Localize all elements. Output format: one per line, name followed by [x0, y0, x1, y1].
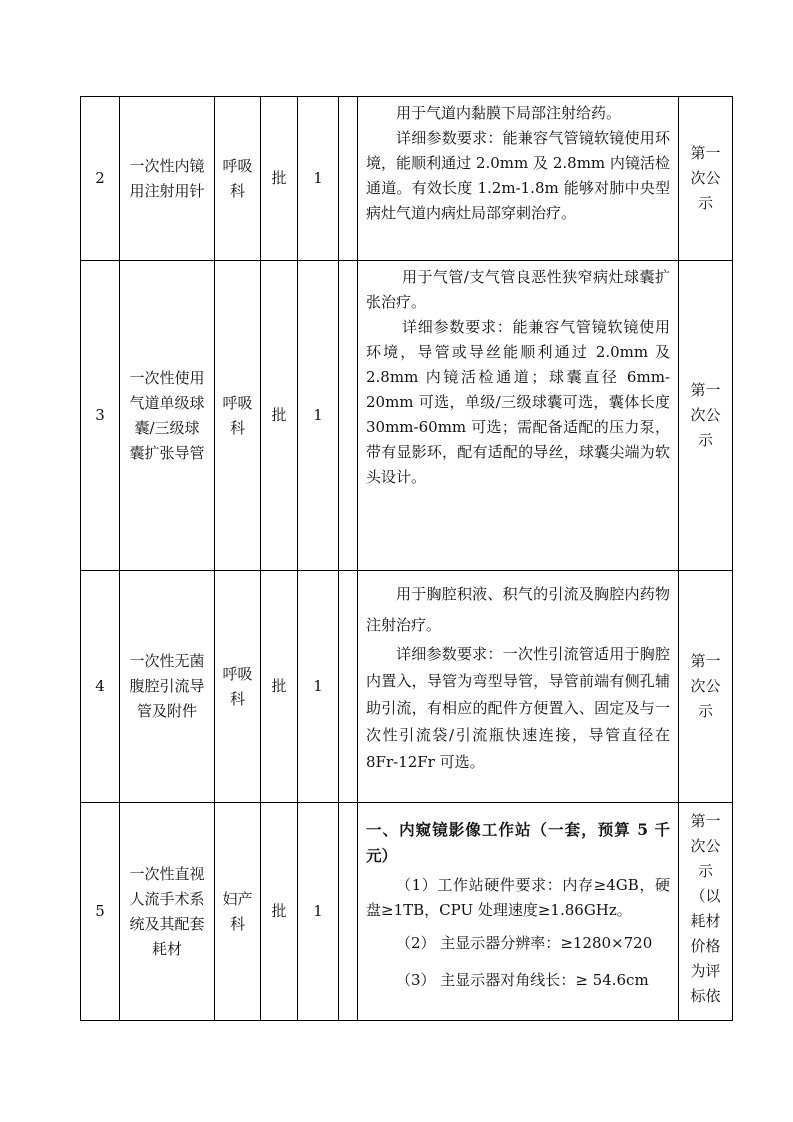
item-name-line: 一次性直视 [129, 864, 205, 883]
item-name [120, 803, 215, 1021]
department-line: 呼吸 [222, 156, 253, 175]
remark [679, 261, 733, 571]
item-name-line: 一次性内镜 [129, 156, 205, 175]
procurement-table [80, 96, 733, 1021]
remark-line: 示 [697, 431, 713, 449]
requirements [358, 97, 679, 261]
purpose-text: 用于气道内黏膜下局部注射给药。 [396, 104, 622, 122]
spacer-cell [339, 261, 358, 571]
quantity: 1 [298, 261, 339, 571]
section-heading: 一、内窥镜影像工作站（一套，预算 5 千元） [366, 820, 670, 865]
detail-text: 详细参数要求：能兼容气管镜软镜使用环境，能顺利通过 2.0mm 及 2.8mm 内镜活检通道。有效长度 1.2m-1.8m 能够对肺中央型病灶气道内病灶局部穿刺治疗。 [366, 129, 670, 222]
remark [679, 803, 733, 1021]
spec-item: （3） 主显示器对角线长：≥ 54.6cm [396, 971, 649, 989]
unit: 批 [261, 97, 298, 261]
requirements [358, 803, 679, 1021]
spec-item: （2） 主显示器分辨率：≥1280×720 [396, 934, 653, 952]
requirements [358, 261, 679, 571]
row-number: 3 [81, 261, 120, 571]
department-line: 科 [229, 181, 245, 200]
department-line: 呼吸 [222, 393, 253, 412]
row-number: 4 [81, 571, 120, 803]
requirements [358, 571, 679, 803]
item-name [120, 571, 215, 803]
remark-line: 价格 [690, 937, 721, 955]
item-name-line: 统及其配套 [129, 914, 205, 933]
purpose-text: 用于气管/支气管良恶性狭窄病灶球囊扩张治疗。 [366, 268, 670, 311]
remark-line: 示 [697, 862, 713, 880]
table-row [81, 261, 733, 571]
item-name-line: 管及附件 [136, 702, 197, 720]
spec-item: （1）工作站硬件要求：内存≥4GB，硬盘≥1TB，CPU 处理速度≥1.86GHz。 [366, 876, 670, 919]
department-line: 科 [229, 689, 245, 708]
spacer-cell [339, 803, 358, 1021]
remark-line: 次公 [690, 406, 721, 424]
department [215, 571, 261, 803]
item-name-line: 气道单级球 [129, 393, 205, 412]
department-line: 呼吸 [222, 664, 253, 683]
quantity: 1 [298, 571, 339, 803]
remark-line: 第一 [690, 144, 721, 162]
unit: 批 [261, 803, 298, 1021]
row-number: 5 [81, 803, 120, 1021]
row-number: 2 [81, 97, 120, 261]
detail-text: 详细参数要求：能兼容气管镜软镜使用环境，导管或导丝能顺利通过 2.0mm 及 2.8mm 内镜活检通道；球囊直径 6mm-20mm 可选，单级/三级球囊可选，囊体长度 30mm-60mm 可选；需配备适配的压力泵，带有显影环，配有适配的导丝，球囊尖端为软头设计。 [366, 318, 670, 486]
remark-line: 示 [697, 194, 713, 212]
item-name-line: 囊/三级球 [134, 418, 200, 437]
remark-line: 示 [697, 702, 713, 720]
table-row [81, 571, 733, 803]
department-line: 妇产 [222, 889, 253, 908]
department-line: 科 [229, 914, 245, 933]
remark-line: 第一 [690, 381, 721, 399]
remark [679, 571, 733, 803]
item-name-line: 耗材 [151, 939, 182, 958]
item-name-line: 囊扩张导管 [129, 443, 205, 462]
remark-line: （以 [690, 887, 721, 905]
department-line: 科 [229, 418, 245, 437]
table-row [81, 803, 733, 1021]
remark-line: 耗材 [690, 912, 721, 930]
item-name [120, 261, 215, 571]
department [215, 261, 261, 571]
remark-line: 次公 [690, 169, 721, 187]
remark-line: 第一 [690, 652, 721, 670]
spacer-cell [339, 571, 358, 803]
item-name-line: 一次性无菌 [129, 652, 205, 670]
unit: 批 [261, 261, 298, 571]
item-name-line: 一次性使用 [129, 368, 205, 387]
remark [679, 97, 733, 261]
item-name [120, 97, 215, 261]
purpose-text: 用于胸腔积液、积气的引流及胸腔内药物注射治疗。 [366, 585, 670, 634]
spacer-cell [339, 97, 358, 261]
table-row [81, 97, 733, 261]
remark-line: 标依 [690, 987, 721, 1005]
remark-line: 次公 [690, 837, 721, 855]
department [215, 803, 261, 1021]
remark-line: 为评 [690, 962, 721, 980]
quantity: 1 [298, 803, 339, 1021]
item-name-line: 用注射用针 [129, 181, 205, 200]
unit: 批 [261, 571, 298, 803]
quantity: 1 [298, 97, 339, 261]
item-name-line: 腹腔引流导 [129, 677, 205, 695]
department [215, 97, 261, 261]
item-name-line: 人流手术系 [129, 889, 205, 908]
detail-text: 详细参数要求：一次性引流管适用于胸腔内置入，导管为弯型导管，导管前端有侧孔辅助引流，有相应的配件方便置入、固定及与一次性引流袋/引流瓶快速连接，导管直径在 8Fr-12Fr 可选。 [366, 645, 670, 771]
remark-line: 第一 [690, 812, 721, 830]
remark-line: 次公 [690, 677, 721, 695]
